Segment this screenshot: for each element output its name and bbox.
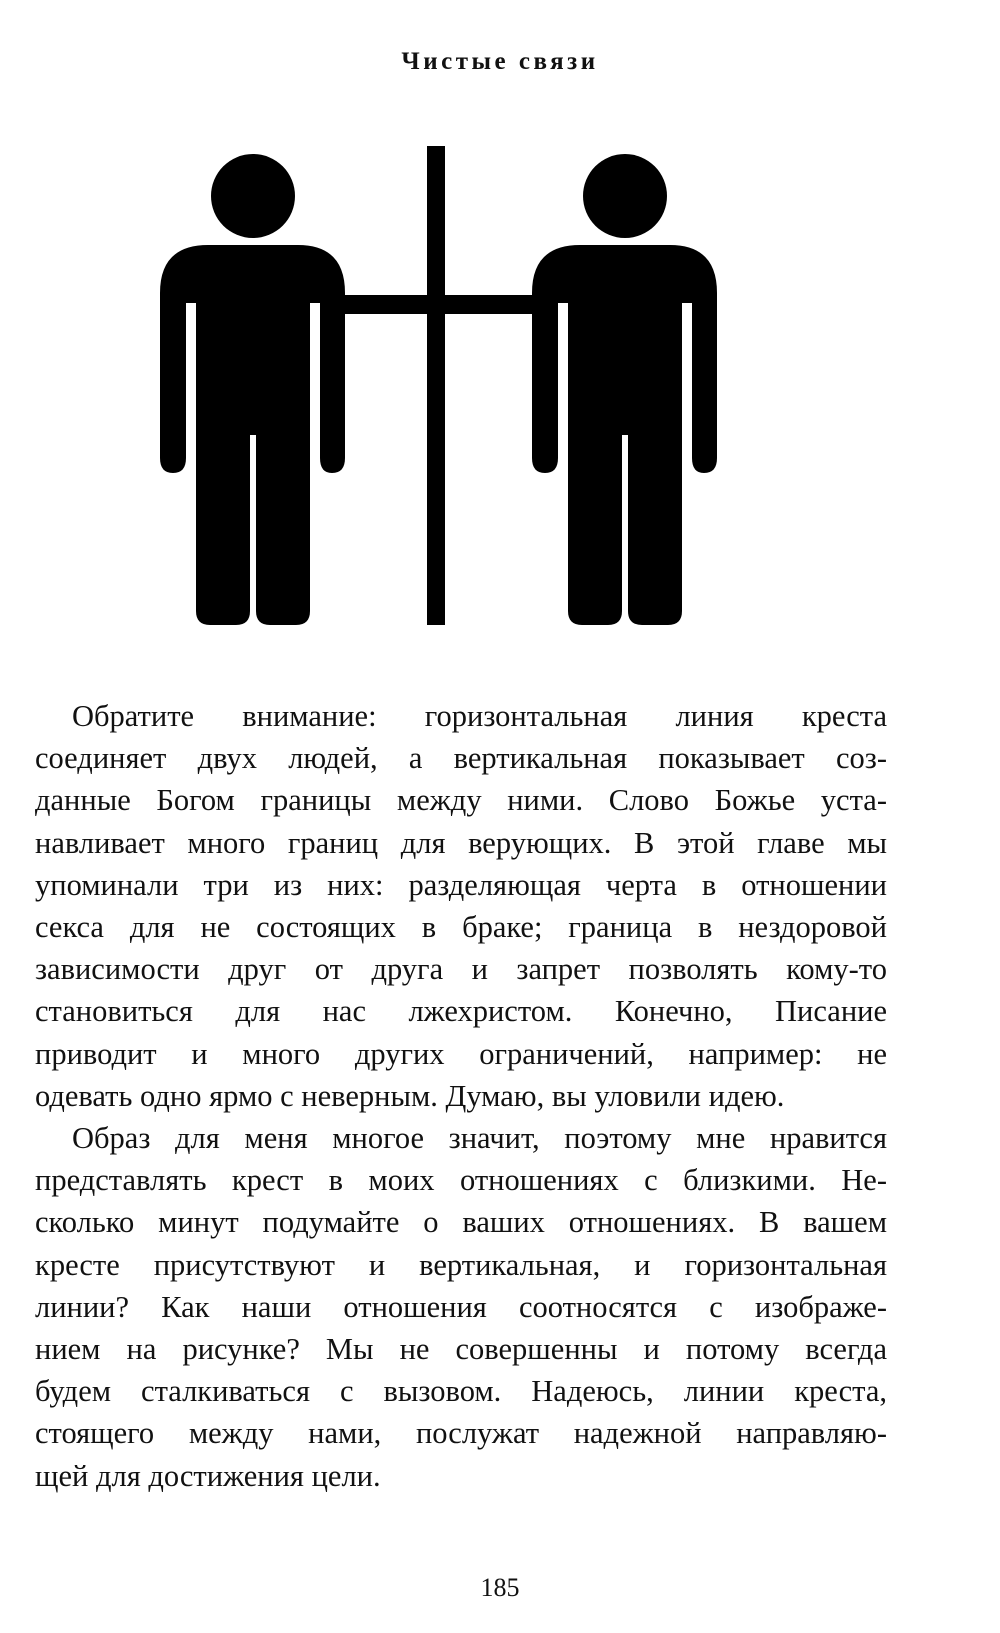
text-line: линии? Как наши отношения соотносятся с изображе- [35,1289,887,1324]
running-head: Чистые связи [401,48,599,75]
text-line: сколько минут подумайте о ваших отношениях. В вашем [35,1205,887,1240]
text-line: приводит и много других ограничений, например: не [35,1036,887,1071]
page-number: 185 [480,1573,520,1602]
text-line: навливает много границ для верующих. В этой главе мы [35,825,887,860]
text-line: представлять крест в моих отношениях с близкими. Не- [35,1163,887,1198]
cross-icon [344,146,533,625]
text-line: нием на рисунке? Мы не совершенны и потому всегда [35,1332,887,1367]
text-line: зависимости друг от друга и запрет позволять кому-то [35,952,887,987]
text-line: становиться для нас лжехристом. Конечно, Писание [35,994,887,1029]
text-line: Обратите внимание: горизонтальная линия креста [72,699,887,733]
person-icon [532,154,717,625]
text-line: одевать одно ярмо с неверным. Думаю, вы уловили идею. [35,1078,785,1113]
text-line: секса для не состоящих в браке; граница в нездоровой [35,910,887,945]
text-line: соединяет двух людей, а вертикальная показывает соз- [35,741,887,776]
body-text [35,695,887,1497]
paragraph [35,695,887,1117]
person-icon [160,154,345,625]
text-line: будем сталкиваться с вызовом. Надеюсь, линии креста, [35,1374,887,1409]
text-line: данные Богом границы между ними. Слово Божье уста- [35,783,887,818]
text-line: упоминали три из них: разделяющая черта в отношении [35,867,887,902]
cross-between-people-illustration [160,143,760,643]
text-line: Образ для меня многое значит, поэтому мне нравится [72,1121,887,1156]
text-line: стоящего между нами, послужат надежной направляю- [35,1416,887,1451]
paragraph [35,1117,887,1497]
text-line: кресте присутствуют и вертикальная, и горизонтальная [35,1247,887,1282]
text-line: щей для достижения цели. [35,1458,381,1493]
